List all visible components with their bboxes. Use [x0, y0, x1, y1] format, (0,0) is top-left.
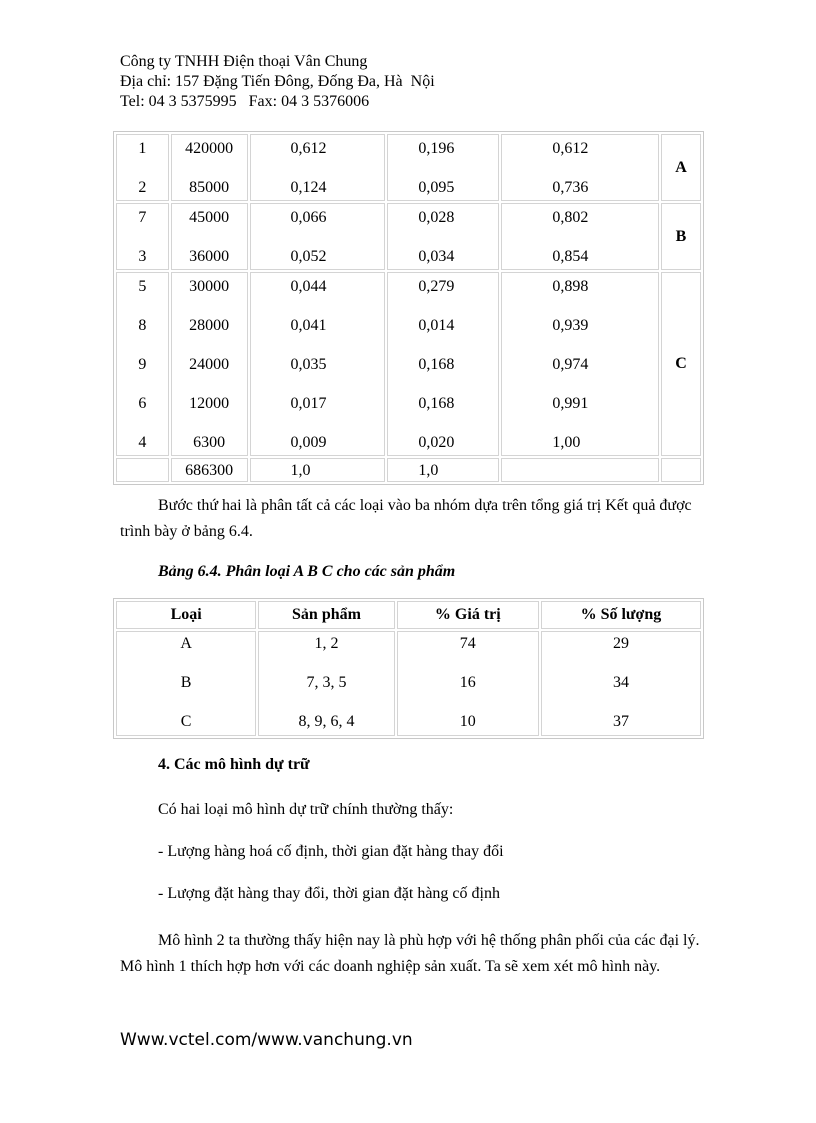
item-value-ratio: 0,612	[290, 140, 327, 157]
item-qty-ratio-cell	[387, 134, 499, 201]
item-value: 28000	[189, 317, 230, 334]
item-qty-ratio: 0,168	[418, 356, 455, 373]
abc-analysis-table	[113, 131, 704, 485]
item-qty-ratio: 0,095	[418, 179, 455, 196]
item-id: 7	[138, 209, 147, 226]
item-cumulative-cell	[501, 272, 659, 456]
table-cell: B	[180, 674, 192, 691]
item-qty-ratio-cell	[387, 203, 499, 270]
table-row	[116, 631, 701, 736]
item-id-cell	[116, 134, 169, 201]
table-cell: C	[180, 713, 192, 730]
section-title: 4. Các mô hình dự trữ	[158, 756, 310, 773]
total-cell: 686300	[171, 458, 248, 482]
item-id-cell	[116, 203, 169, 270]
paragraph-models-intro: Có hai loại mô hình dự trữ chính thường thấy:	[158, 801, 454, 818]
column-cell	[116, 631, 256, 736]
item-value-cell	[171, 203, 248, 270]
item-qty-ratio: 0,034	[418, 248, 455, 265]
paragraph-step-two: Bước thứ hai là phân tất cả các loại vào ba nhóm dựa trên tổng giá trị Kết quả được trình bày ở bảng 6.4.	[120, 497, 692, 540]
item-value: 30000	[189, 278, 230, 295]
item-qty-ratio-cell	[387, 272, 499, 456]
item-id: 3	[138, 248, 147, 265]
group-label: C	[661, 272, 701, 456]
item-cumulative: 0,736	[552, 179, 589, 196]
item-qty-ratio: 0,279	[418, 278, 455, 295]
item-value-ratio-cell	[250, 272, 386, 456]
table-caption: Bảng 6.4. Phân loại A B C cho các sản phẩm	[158, 563, 456, 580]
item-value: 12000	[189, 395, 230, 412]
item-cumulative: 1,00	[552, 434, 581, 451]
table-cell: 1, 2	[314, 635, 339, 652]
item-qty-ratio: 0,020	[418, 434, 455, 451]
item-value-cell	[171, 272, 248, 456]
bullet-model-one: - Lượng hàng hoá cố định, thời gian đặt hàng thay đổi	[158, 843, 504, 860]
company-name: Công ty TNHH Điện thoại Vân Chung	[120, 53, 368, 70]
item-id: 4	[138, 434, 147, 451]
column-cell	[541, 631, 701, 736]
group-row	[116, 272, 701, 456]
item-value-ratio: 0,124	[290, 179, 327, 196]
item-value-ratio: 0,017	[290, 395, 327, 412]
item-id: 2	[138, 179, 147, 196]
item-id: 1	[138, 140, 147, 157]
item-cumulative: 0,854	[552, 248, 589, 265]
item-value-ratio: 0,066	[290, 209, 327, 226]
item-id: 6	[138, 395, 147, 412]
table-cell: 74	[459, 635, 476, 652]
item-cumulative: 0,612	[552, 140, 589, 157]
item-value-ratio: 0,052	[290, 248, 327, 265]
item-value: 45000	[189, 209, 230, 226]
group-label: A	[661, 134, 701, 201]
group-label: B	[661, 203, 701, 270]
table-cell: 29	[612, 635, 629, 652]
item-value: 420000	[185, 140, 234, 157]
item-cumulative: 0,898	[552, 278, 589, 295]
footer-url: Www.vctel.com/www.vanchung.vn	[120, 1030, 413, 1050]
table-cell: 8, 9, 6, 4	[298, 713, 355, 730]
item-value-ratio: 0,041	[290, 317, 327, 334]
total-cell: 1,0	[250, 458, 386, 482]
abc-classification-table	[113, 598, 704, 739]
column-cell	[397, 631, 539, 736]
total-cell	[661, 458, 701, 482]
item-cumulative: 0,939	[552, 317, 589, 334]
item-id: 8	[138, 317, 147, 334]
item-value-ratio: 0,044	[290, 278, 327, 295]
item-qty-ratio: 0,196	[418, 140, 455, 157]
item-qty-ratio: 0,014	[418, 317, 455, 334]
table-cell: A	[180, 635, 192, 652]
item-qty-ratio: 0,028	[418, 209, 455, 226]
total-cell	[501, 458, 659, 482]
item-value: 24000	[189, 356, 230, 373]
item-value-ratio-cell	[250, 203, 386, 270]
item-value-ratio: 0,035	[290, 356, 327, 373]
paragraph-models-conclusion: Mô hình 2 ta thường thấy hiện nay là phù hợp với hệ thống phân phối của các đại lý. Mô hình 1 thích hợp hơn với các doanh nghiệp sản xuất. Ta sẽ xem xét mô hình này.	[120, 932, 700, 975]
table-cell: 37	[612, 713, 629, 730]
item-cumulative-cell	[501, 134, 659, 201]
item-cumulative: 0,974	[552, 356, 589, 373]
company-address: Địa chỉ: 157 Đặng Tiến Đông, Đống Đa, Hà Nội	[120, 73, 435, 90]
item-value-ratio-cell	[250, 134, 386, 201]
item-id: 9	[138, 356, 147, 373]
total-cell	[116, 458, 169, 482]
group-row	[116, 203, 701, 270]
column-header: Sản phẩm	[258, 601, 394, 629]
item-cumulative: 0,802	[552, 209, 589, 226]
item-cumulative-cell	[501, 203, 659, 270]
table-cell: 34	[612, 674, 629, 691]
column-header: % Số lượng	[541, 601, 701, 629]
item-value-cell	[171, 134, 248, 201]
table-cell: 16	[459, 674, 476, 691]
column-header: % Giá trị	[397, 601, 539, 629]
table-cell: 10	[459, 713, 476, 730]
bullet-model-two: - Lượng đặt hàng thay đổi, thời gian đặt hàng cố định	[158, 885, 500, 902]
table-cell: 7, 3, 5	[306, 674, 347, 691]
group-row	[116, 134, 701, 201]
total-cell: 1,0	[387, 458, 499, 482]
item-qty-ratio: 0,168	[418, 395, 455, 412]
item-id-cell	[116, 272, 169, 456]
item-cumulative: 0,991	[552, 395, 589, 412]
item-value: 36000	[189, 248, 230, 265]
item-id: 5	[138, 278, 147, 295]
total-row	[116, 458, 701, 482]
company-contact: Tel: 04 3 5375995 Fax: 04 3 5376006	[120, 93, 370, 110]
column-cell	[258, 631, 394, 736]
item-value-ratio: 0,009	[290, 434, 327, 451]
item-value: 85000	[189, 179, 230, 196]
column-header: Loại	[116, 601, 256, 629]
item-value: 6300	[193, 434, 226, 451]
letterhead	[120, 52, 435, 112]
